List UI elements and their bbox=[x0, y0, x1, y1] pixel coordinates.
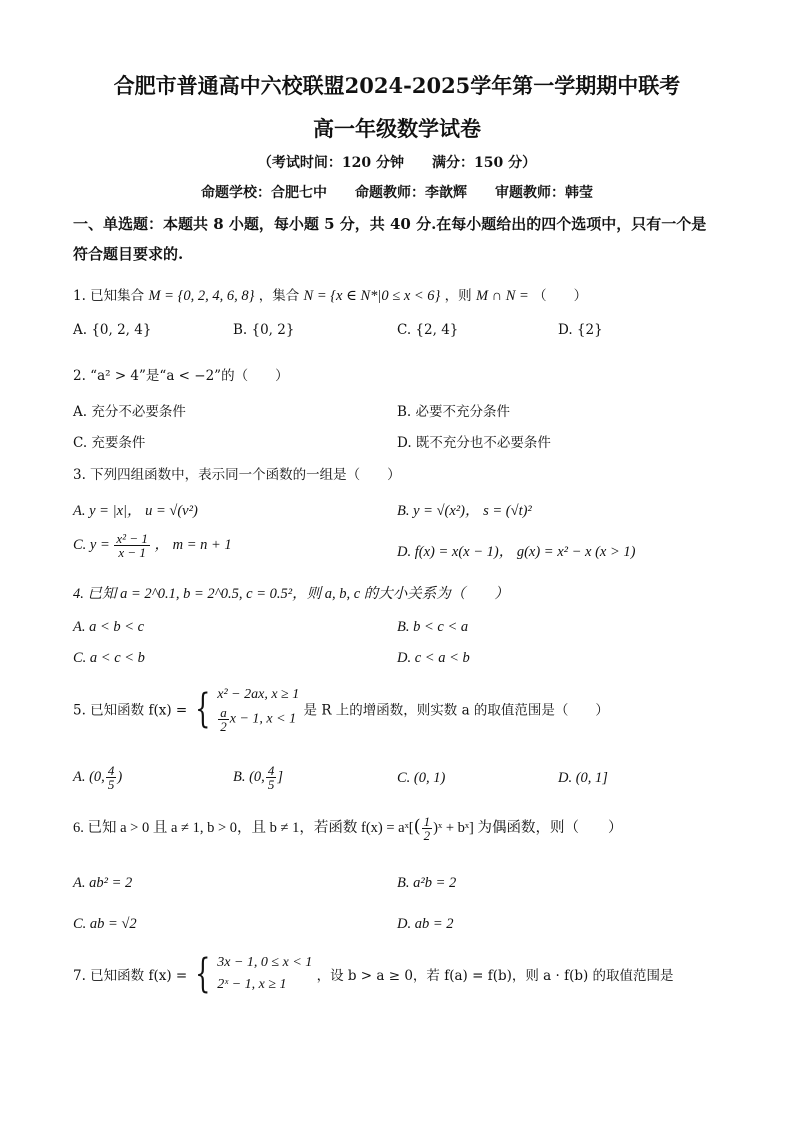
exam-subtitle: 高一年级数学试卷 bbox=[313, 116, 481, 141]
q2-option-c: C. 充要条件 bbox=[73, 435, 146, 451]
q1-option-a: A. {0, 2, 4} bbox=[73, 322, 152, 338]
question-1-stem: 1. 已知集合 M = {0, 2, 4, 6, 8} ，集合 N = {x ∈ N*|0 ≤ x < 6} ，则 M ∩ N = （ ） bbox=[73, 288, 588, 304]
q2-option-a: A. 充分不必要条件 bbox=[73, 404, 186, 420]
q3-c-fraction: $\frac{\text{x² − 1}}{x - 1}$ bbox=[116, 531, 148, 560]
q6-option-b: B. a²b = 2 bbox=[397, 875, 457, 891]
q1-option-b: B. {0, 2} bbox=[233, 322, 295, 338]
set-m: M = {0, 2, 4, 6, 8} bbox=[148, 288, 255, 304]
set-n: N = {x ∈ N*|0 ≤ x < 6} bbox=[303, 288, 441, 304]
q6-option-c: C. ab = √2 bbox=[73, 916, 137, 932]
q4-option-d: D. c < a < b bbox=[397, 650, 470, 666]
exam-title: 合肥市普通高中六校联盟2024-2025学年第一学期期中联考 bbox=[113, 73, 681, 98]
q5-option-c: C. (0, 1) bbox=[397, 770, 446, 786]
q7-piecewise: 3x − 1, 0 ≤ x < 1 2ˣ − 1, x ≥ 1 bbox=[217, 955, 313, 992]
q4-option-c: C. a < c < b bbox=[73, 650, 145, 666]
q3-option-b: B. y = √(x²)， s = (√t)² bbox=[397, 503, 532, 519]
q2-option-b: B. 必要不充分条件 bbox=[397, 404, 511, 420]
q6-option-a: A. ab² = 2 bbox=[73, 875, 133, 891]
q6-fraction: $\frac{1}{2}$ bbox=[423, 814, 431, 843]
question-6-stem: 6. 已知 a > 0 且 a ≠ 1, b > 0，且 b ≠ 1，若函数 f(x) = aˣ[( $\frac{1}{2}$ )ˣ + bˣ] 为偶函数，则（ ） bbox=[73, 814, 623, 843]
q4-option-a: A. a < b < c bbox=[73, 619, 145, 635]
brace-icon: { bbox=[194, 685, 210, 732]
q2-option-d: D. 既不充分也不必要条件 bbox=[397, 435, 551, 451]
exam-info: （考试时间：120 分钟 满分：150 分） bbox=[257, 155, 537, 171]
question-2-stem: 2. “a² > 4”是“a < −2”的（ ） bbox=[73, 368, 289, 384]
q5-option-d: D. (0, 1] bbox=[558, 770, 608, 786]
q3-option-a: A. y = |x|， u = √(v²) bbox=[73, 503, 198, 519]
exam-staff: 命题学校：合肥七中 命题教师：李歆辉 审题教师：韩莹 bbox=[201, 185, 593, 201]
q3-option-c: C. y = $\frac{\text{x² − 1}}{x - 1}$ ， m = n + 1 bbox=[73, 531, 232, 560]
section-heading-line1: 一、单选题：本题共 8 小题，每小题 5 分，共 40 分.在每小题给出的四个选项中，只有一个是 bbox=[73, 215, 707, 233]
q6-option-d: D. ab = 2 bbox=[397, 916, 454, 932]
question-7-stem: 7. 已知函数 f(x) = { 3x − 1, 0 ≤ x < 1 2ˣ − 1, x ≥ 1 ，设 b > a ≥ 0，若 f(a) = f(b)，则 a · f(b) 的取值范围是 bbox=[73, 951, 674, 997]
q5-option-a: A. (0, $\frac{4}{5}$ ) bbox=[73, 763, 123, 792]
section-heading-line2: 符合题目要求的. bbox=[73, 245, 184, 263]
q5-piecewise: x² − 2ax, x ≥ 1 $\frac{a}{2}$ x − 1, x < 1 bbox=[217, 687, 300, 734]
question-5-stem: 5. 已知函数 f(x) = { x² − 2ax, x ≥ 1 $\frac{a}{2}$ x − 1, x < 1 是 R 上的增函数，则实数 a 的取值范围是（ ） bbox=[73, 685, 609, 734]
q1-option-c: C. {2, 4} bbox=[397, 322, 459, 338]
q1-option-d: D. {2} bbox=[558, 322, 603, 338]
brace-icon: { bbox=[194, 951, 210, 997]
q5-option-b: B. (0, $\frac{4}{5}$ ] bbox=[233, 763, 283, 792]
question-3-stem: 3. 下列四组函数中，表示同一个函数的一组是（ ） bbox=[73, 467, 401, 483]
question-4-stem: 4. 已知 a = 2^0.1, b = 2^0.5, c = 0.5²，则 a, b, c 的大小关系为（ ） bbox=[73, 586, 509, 602]
q4-option-b: B. b < c < a bbox=[397, 619, 469, 635]
q3-option-d: D. f(x) = x(x − 1)， g(x) = x² − x (x > 1) bbox=[397, 544, 636, 560]
